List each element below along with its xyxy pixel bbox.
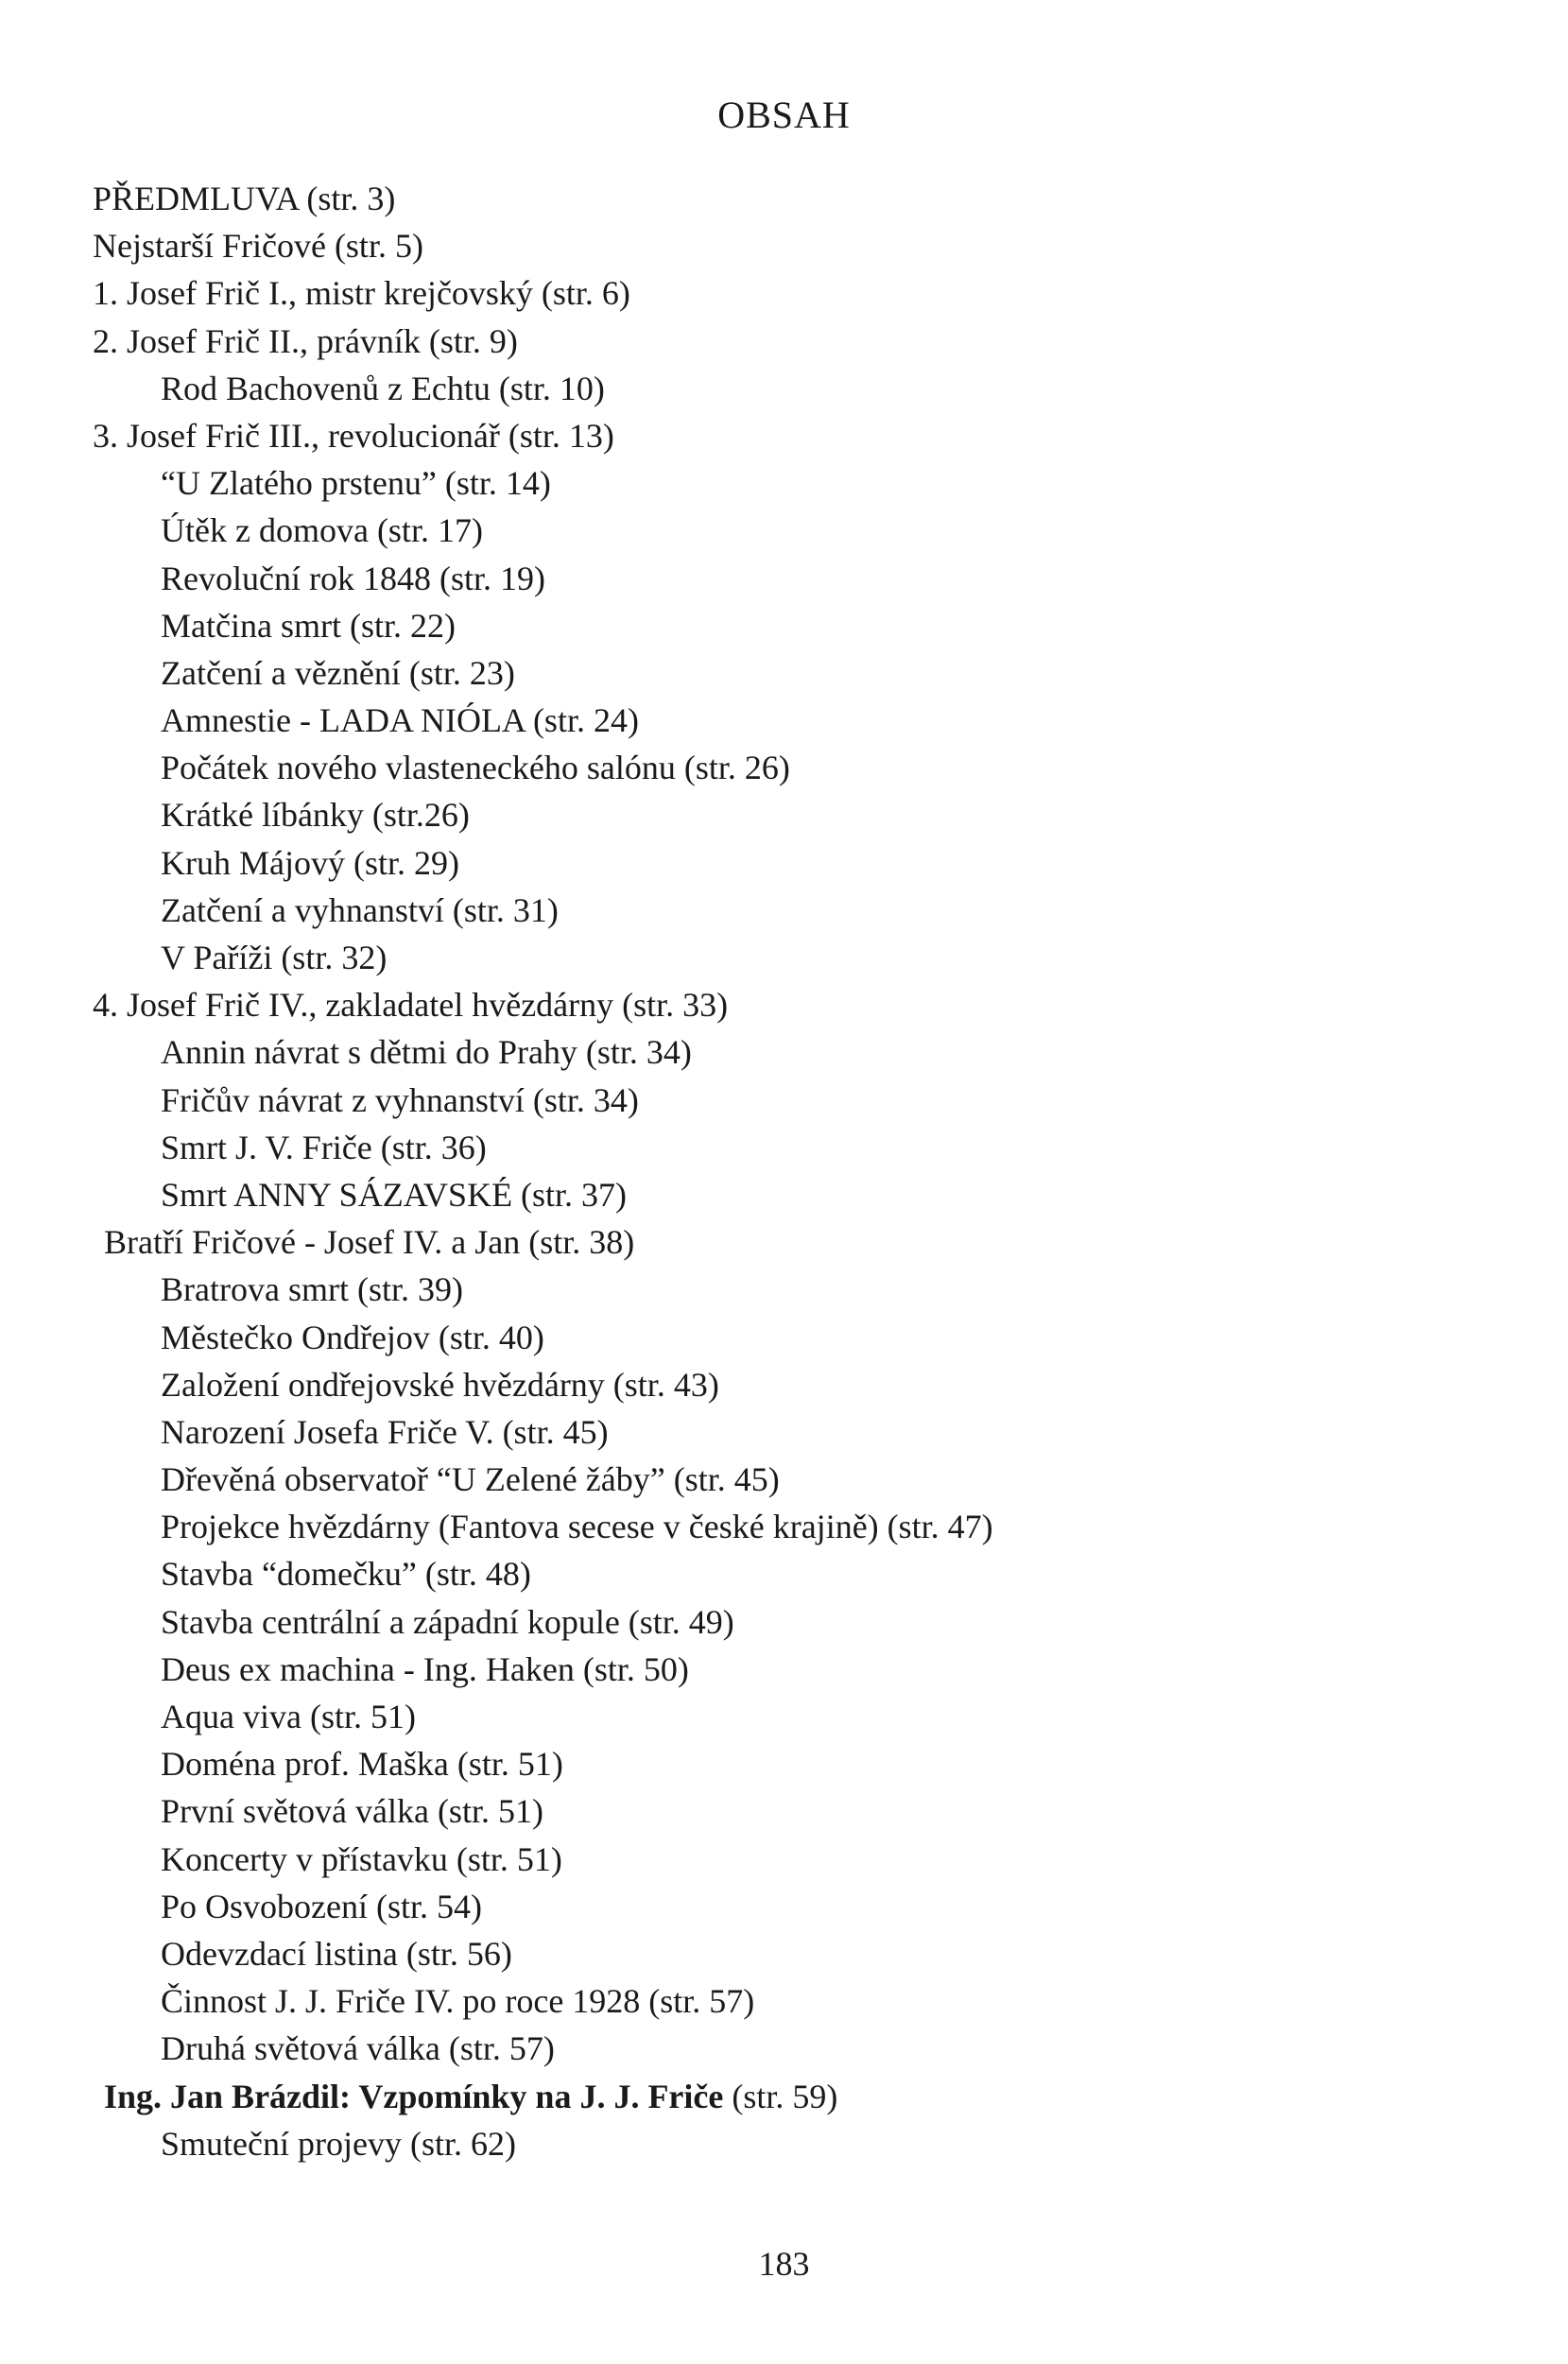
toc-entry-bold-title: Ing. Jan Brázdil: Vzpomínky na J. J. Friče [104, 2077, 724, 2115]
toc-entry: Odevzdací listina (str. 56) [161, 1934, 512, 1973]
page-number: 183 [758, 2245, 810, 2283]
toc-entry: Krátké líbánky (str.26) [161, 796, 470, 835]
toc-entry: Smrt ANNY SÁZAVSKÉ (str. 37) [161, 1175, 628, 1214]
toc-entry: Založení ondřejovské hvězdárny (str. 43) [161, 1365, 719, 1404]
toc-entry: Smrt J. V. Friče (str. 36) [161, 1128, 487, 1166]
toc-entry: První světová válka (str. 51) [161, 1792, 543, 1831]
toc-entry: Městečko Ondřejov (str. 40) [161, 1318, 544, 1356]
toc-entry: 2. Josef Frič II., právník (str. 9) [93, 321, 518, 360]
toc-entry: Aqua viva (str. 51) [161, 1698, 416, 1735]
toc-entry: Koncerty v přístavku (str. 51) [161, 1839, 562, 1878]
toc-entry: Po Osvobození (str. 54) [161, 1887, 482, 1925]
table-of-contents [93, 175, 993, 2167]
toc-entry: Činnost J. J. Friče IV. po roce 1928 (str. 57) [161, 1982, 755, 2021]
toc-entry: Bratrova smrt (str. 39) [161, 1270, 463, 1309]
toc-entry: Doména prof. Maška (str. 51) [161, 1745, 563, 1784]
toc-entry: Stavba centrální a západní kopule (str. 49) [161, 1602, 734, 1641]
toc-entry: Kruh Májový (str. 29) [161, 843, 459, 882]
toc-entry: Zatčení a věznění (str. 23) [161, 653, 515, 692]
toc-entry: Útěk z domova (str. 17) [161, 511, 483, 550]
page-title: OBSAH [717, 94, 851, 136]
toc-entry: Stavba “domečku” (str. 48) [161, 1555, 531, 1594]
toc-entry: Druhá světová válka (str. 57) [161, 2029, 555, 2068]
toc-entry: 3. Josef Frič III., revolucionář (str. 13) [93, 416, 614, 455]
toc-entry: Zatčení a vyhnanství (str. 31) [161, 890, 559, 929]
toc-entry: 4. Josef Frič IV., zakladatel hvězdárny (str. 33) [93, 986, 729, 1025]
toc-entry: PŘEDMLUVA (str. 3) [93, 180, 396, 217]
toc-entry: Projekce hvězdárny (Fantova secese v české krajině) (str. 47) [161, 1508, 993, 1546]
toc-entry: Smuteční projevy (str. 62) [161, 2124, 516, 2163]
toc-entry: Nejstarší Fričové (str. 5) [93, 227, 423, 266]
toc-entry: Deus ex machina - Ing. Haken (str. 50) [161, 1649, 689, 1688]
toc-entry: Narození Josefa Friče V. (str. 45) [161, 1412, 609, 1451]
toc-entry: Revoluční rok 1848 (str. 19) [161, 559, 545, 597]
toc-entry: “U Zlatého prstenu” (str. 14) [161, 464, 551, 503]
toc-entry: Rod Bachovenů z Echtu (str. 10) [161, 369, 605, 407]
toc-entry: Dřevěná observatoř “U Zelené žáby” (str. 45) [161, 1460, 780, 1499]
toc-entry: V Paříži (str. 32) [161, 939, 388, 976]
toc-entry: Matčina smrt (str. 22) [161, 606, 456, 645]
toc-entry-bold [93, 2073, 993, 2120]
toc-entry: Fričův návrat z vyhnanství (str. 34) [161, 1080, 639, 1119]
toc-entry: Počátek nového vlasteneckého salónu (str. 26) [161, 749, 790, 787]
toc-entry: Bratří Fričové - Josef IV. a Jan (str. 38) [104, 1223, 635, 1262]
toc-entry: Amnestie - LADA NIÓLA (str. 24) [161, 701, 639, 740]
toc-entry-page: (str. 59) [723, 2077, 838, 2115]
toc-entry: Annin návrat s dětmi do Prahy (str. 34) [161, 1033, 692, 1072]
toc-entry: 1. Josef Frič I., mistr krejčovský (str. 6) [93, 274, 630, 313]
